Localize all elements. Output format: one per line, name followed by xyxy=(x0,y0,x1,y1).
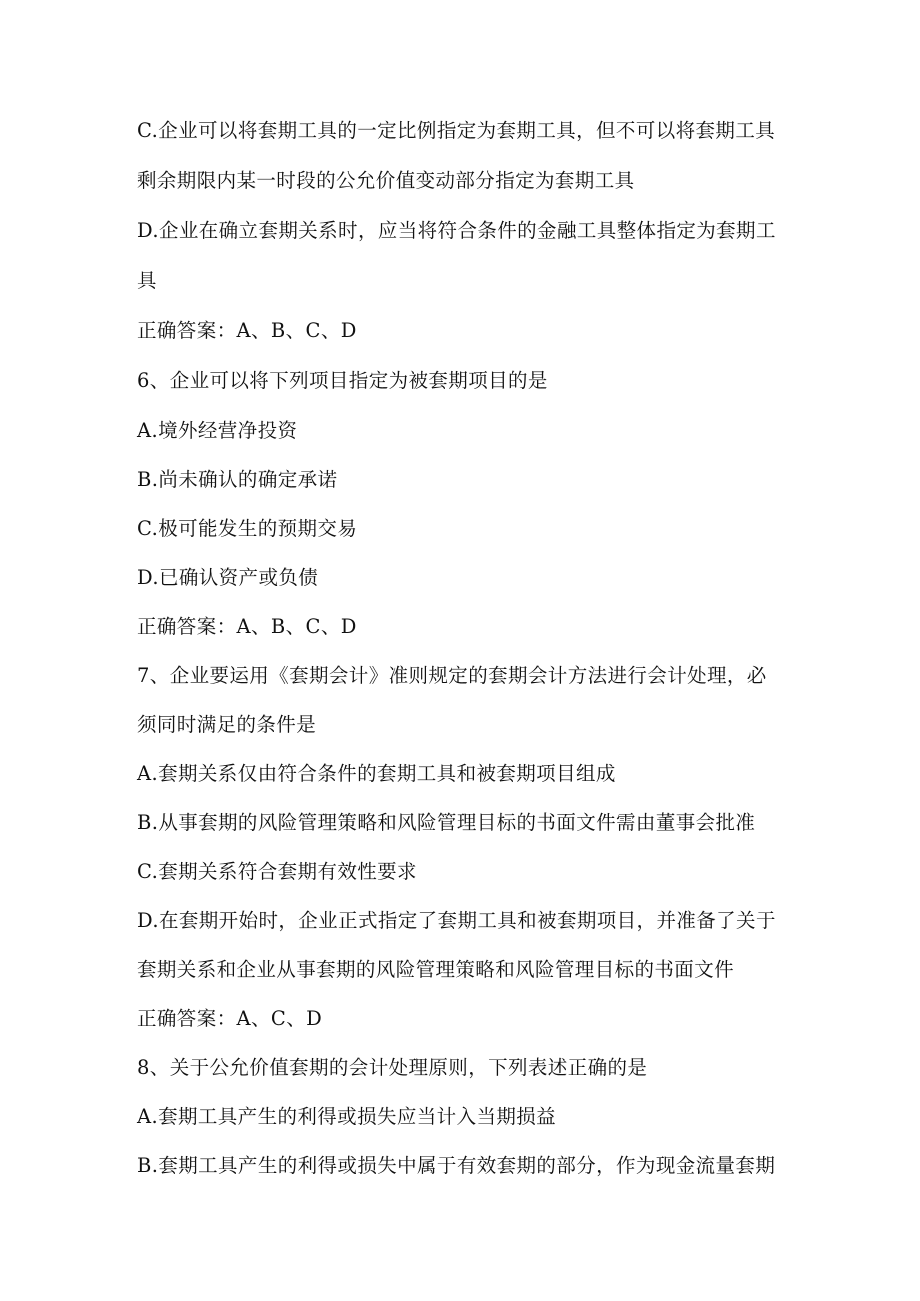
q8-option-a: A.套期工具产生的利得或损失应当计入当期损益 xyxy=(137,1105,557,1128)
q6-option-b: B.尚未确认的确定承诺 xyxy=(137,468,338,491)
q7-option-d-line-1: D.在套期开始时，企业正式指定了套期工具和被套期项目，并准备了关于 xyxy=(137,909,776,932)
q7-option-d-line-2: 套期关系和企业从事套期的风险管理策略和风险管理目标的书面文件 xyxy=(137,958,735,981)
option-c-line-1: C.企业可以将套期工具的一定比例指定为套期工具，但不可以将套期工具 xyxy=(137,119,776,142)
q6-option-a: A.境外经营净投资 xyxy=(137,419,298,442)
question-8: 8、关于公允价值套期的会计处理原则，下列表述正确的是 xyxy=(137,1056,648,1079)
question-7-line-1: 7、企业要运用《套期会计》准则规定的套期会计方法进行会计处理，必 xyxy=(137,664,767,687)
q7-option-c: C.套期关系符合套期有效性要求 xyxy=(137,860,417,883)
q6-option-d: D.已确认资产或负债 xyxy=(137,566,319,589)
q6-answer: 正确答案：A、B、C、D xyxy=(137,615,357,638)
option-d-line-1: D.企业在确立套期关系时，应当将符合条件的金融工具整体指定为套期工 xyxy=(137,219,776,242)
option-c-line-2: 剩余期限内某一时段的公允价值变动部分指定为套期工具 xyxy=(137,169,635,192)
q6-option-c: C.极可能发生的预期交易 xyxy=(137,517,358,540)
question-7-line-2: 须同时满足的条件是 xyxy=(137,713,317,736)
answer-line: 正确答案：A、B、C、D xyxy=(137,319,357,342)
q8-option-b-line-1: B.套期工具产生的利得或损失中属于有效套期的部分，作为现金流量套期 xyxy=(137,1154,776,1177)
q7-option-b: B.从事套期的风险管理策略和风险管理目标的书面文件需由董事会批准 xyxy=(137,811,756,834)
q7-answer: 正确答案：A、C、D xyxy=(137,1007,323,1030)
question-6: 6、企业可以将下列项目指定为被套期项目的是 xyxy=(137,369,548,392)
q7-option-a: A.套期关系仅由符合条件的套期工具和被套期项目组成 xyxy=(137,762,616,785)
option-d-line-2: 具 xyxy=(137,269,157,292)
